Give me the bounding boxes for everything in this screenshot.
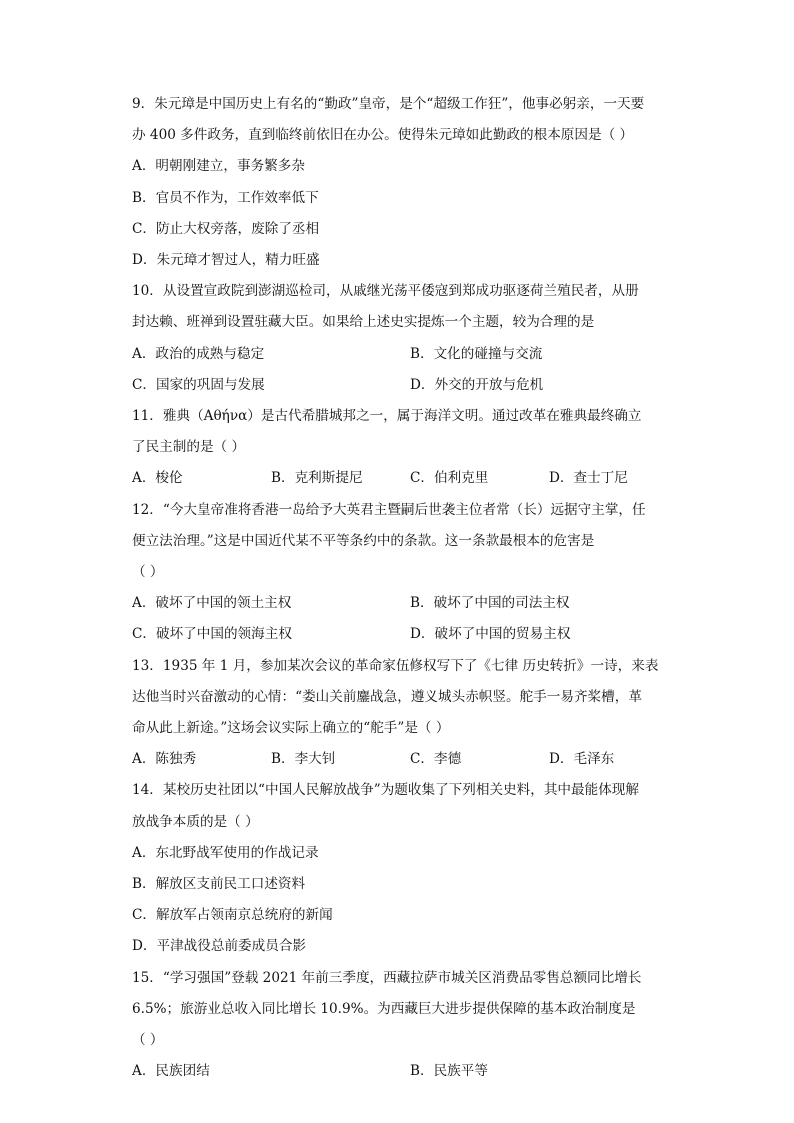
question-stem-line: 放战争本质的是（ ） — [132, 813, 259, 830]
question-stem-line: 便立法治理。”这是中国近代某不平等条约中的条款。这一条款最根本的危害是 — [132, 532, 595, 549]
answer-option[interactable]: C．伯利克里 — [410, 470, 489, 487]
question-stem-line: 13．1935 年 1 月，参加某次会议的革命家伍修权写下了《七律 历史转折》一诗，来表 — [132, 657, 659, 674]
answer-option[interactable]: C．国家的巩固与发展 — [132, 376, 265, 393]
answer-option[interactable]: D．破坏了中国的贸易主权 — [410, 626, 571, 643]
answer-option[interactable]: B．民族平等 — [410, 1063, 488, 1080]
question-stem-line: 10．从设置宣政院到澎湖巡检司，从戚继光荡平倭寇到郑成功驱逐荷兰殖民者，从册 — [132, 283, 639, 300]
question-stem-line: 11．雅典（Αθήνα）是古代希腊城邦之一，属于海洋文明。通过改革在雅典最终确立 — [132, 408, 642, 424]
question-stem-line: （ ） — [132, 1032, 164, 1048]
answer-option[interactable]: A．梭伦 — [132, 470, 183, 487]
answer-option[interactable]: A．政治的成熟与稳定 — [132, 345, 265, 362]
answer-option[interactable]: C．防止大权旁落，废除了丞相 — [132, 220, 320, 237]
question-stem-line: 了民主制的是（ ） — [132, 439, 246, 456]
answer-option[interactable]: A．东北野战军使用的作战记录 — [132, 844, 319, 861]
answer-option[interactable]: B．文化的碰撞与交流 — [410, 345, 543, 362]
answer-option[interactable]: B．克利斯提尼 — [271, 470, 363, 487]
question-stem-line: 15．“学习强国”登载 2021 年前三季度，西藏拉萨市城关区消费品零售总额同比增长 — [132, 969, 642, 986]
answer-option[interactable]: B．官员不作为，工作效率低下 — [132, 189, 319, 206]
answer-option[interactable]: A．明朝刚建立，事务繁多杂 — [132, 158, 305, 175]
answer-option[interactable]: B．解放区支前民工口述资料 — [132, 876, 306, 892]
answer-option[interactable]: A．民族团结 — [132, 1063, 210, 1080]
answer-option[interactable]: C．破坏了中国的领海主权 — [132, 626, 292, 643]
question-stem-line: 办 400 多件政务，直到临终前依旧在办公。使得朱元璋如此勤政的根本原因是（ ） — [132, 127, 634, 144]
answer-option[interactable]: A．陈独秀 — [132, 751, 197, 768]
answer-option[interactable]: B．破坏了中国的司法主权 — [410, 595, 570, 612]
question-stem-line: 命从此上新途。”这场会议实际上确立的“舵手”是（ ） — [132, 720, 450, 736]
answer-option[interactable]: D．查士丁尼 — [549, 470, 628, 487]
answer-option[interactable]: D．朱元璋才智过人，精力旺盛 — [132, 252, 320, 268]
answer-option[interactable]: C．李德 — [410, 751, 462, 768]
answer-option[interactable]: D．平津战役总前委成员合影 — [132, 938, 307, 955]
question-stem-line: 6.5%；旅游业总收入同比增长 10.9%。为西藏巨大进步提供保障的基本政治制度是 — [132, 1000, 636, 1017]
answer-option[interactable]: B．李大钊 — [271, 751, 336, 768]
question-stem-line: 封达赖、班禅到设置驻藏大臣。如果给上述史实提炼一个主题，较为合理的是 — [132, 314, 595, 331]
question-stem-line: （ ） — [132, 564, 164, 580]
answer-option[interactable]: C．解放军占领南京总统府的新闻 — [132, 907, 333, 924]
answer-option[interactable]: D．外交的开放与危机 — [410, 376, 544, 393]
question-stem-line: 12．“今大皇帝准将香港一岛给予大英君主暨嗣后世袭主位者常（长）远据守主掌，任 — [132, 501, 646, 518]
question-stem-line: 达他当时兴奋激动的心情：“娄山关前鏖战急，遵义城头赤帜竖。舵手一易齐桨槽，革 — [132, 688, 642, 705]
question-stem-line: 9．朱元璋是中国历史上有名的“勤政”皇帝，是个“超级工作狂”，他事必躬亲，一天要 — [132, 96, 645, 112]
question-stem-line: 14．某校历史社团以“中国人民解放战争”为题收集了下列相关史料，其中最能体现解 — [132, 782, 639, 799]
answer-option[interactable]: D．毛泽东 — [549, 751, 615, 768]
answer-option[interactable]: A．破坏了中国的领土主权 — [132, 595, 292, 612]
